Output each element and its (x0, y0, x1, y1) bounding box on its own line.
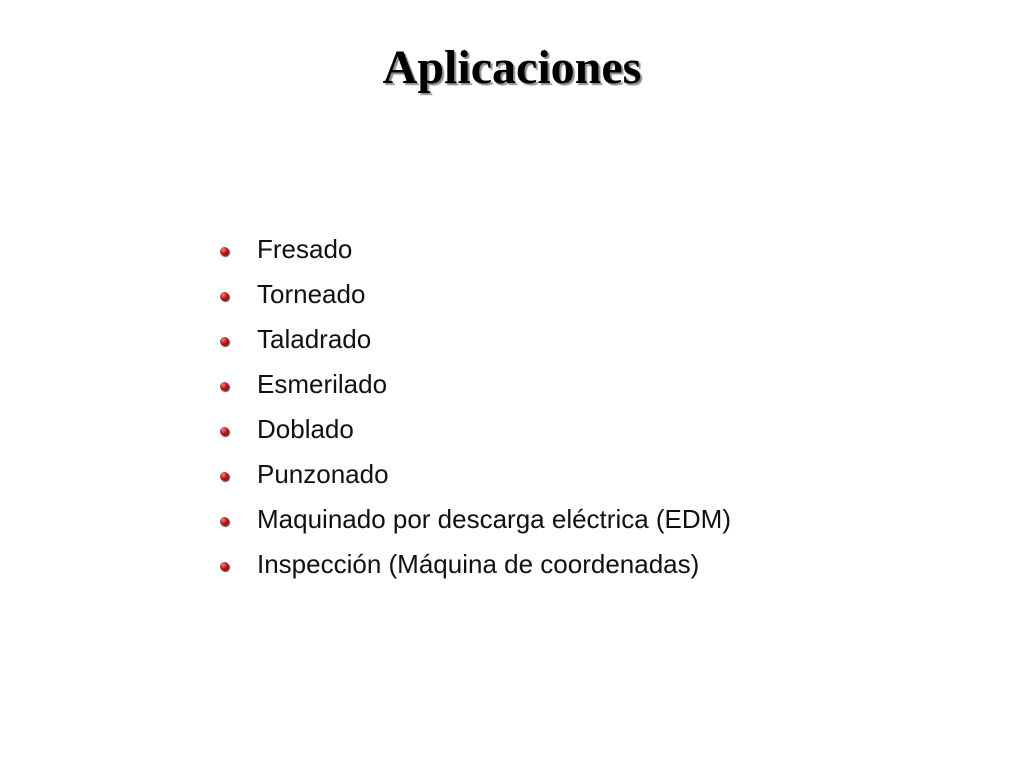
red-bullet-icon (220, 382, 229, 391)
list-item (214, 316, 731, 361)
bullet-text: Punzonado (257, 458, 389, 489)
list-item (214, 406, 731, 451)
bullet-text: Esmerilado (257, 368, 388, 399)
list-item (214, 496, 731, 541)
bullet-text: Torneado (257, 278, 366, 309)
red-bullet-icon (220, 292, 229, 301)
list-item (214, 541, 731, 586)
red-bullet-icon (220, 517, 229, 526)
bullet-list (214, 226, 731, 586)
list-item (214, 271, 731, 316)
red-bullet-icon (220, 247, 229, 256)
list-item (214, 226, 731, 271)
bullet-text: Maquinado por descarga eléctrica (EDM) (257, 503, 731, 534)
list-item (214, 451, 731, 496)
red-bullet-icon (220, 562, 229, 571)
list-item (214, 361, 731, 406)
bullet-text: Doblado (257, 413, 354, 444)
red-bullet-icon (220, 337, 229, 346)
red-bullet-icon (220, 472, 229, 481)
slide-title: Aplicaciones (382, 41, 642, 94)
bullet-text: Taladrado (257, 323, 372, 354)
bullet-text: Inspección (Máquina de coordenadas) (257, 548, 700, 579)
red-bullet-icon (220, 427, 229, 436)
bullet-text: Fresado (257, 233, 353, 264)
